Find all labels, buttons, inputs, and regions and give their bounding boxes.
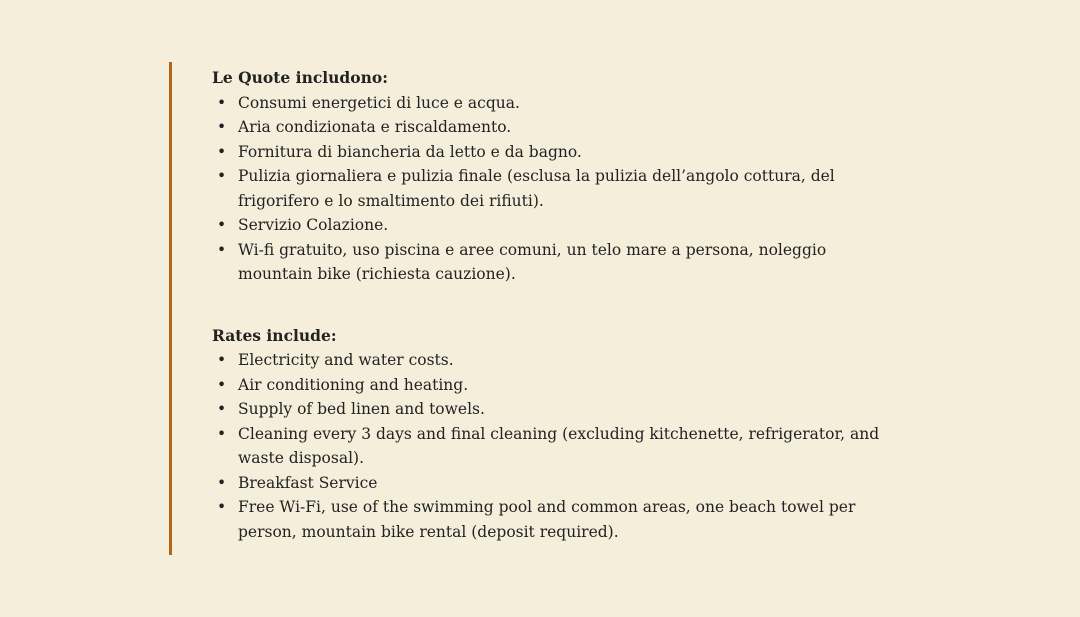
bullet-icon: • [217, 167, 227, 185]
bullet-icon: • [217, 473, 227, 492]
list-item-text: Wi-fi gratuito, uso piscina e aree comuni, un telo mare a persona, noleggio mountain bike (richiesta cauzione). [238, 240, 827, 283]
list-item [212, 422, 892, 471]
section-title-english: Rates include: [212, 325, 337, 345]
list-item [212, 213, 892, 238]
list-item [212, 115, 892, 140]
section-italian [212, 66, 892, 287]
bullet-icon: • [217, 375, 227, 394]
list-item [212, 91, 892, 116]
list-italian [212, 91, 892, 287]
list-item-text: Breakfast Service [238, 473, 378, 492]
list-item-text: Supply of bed linen and towels. [238, 400, 485, 418]
bullet-icon: • [217, 118, 227, 136]
list-item [212, 397, 892, 422]
bullet-icon: • [217, 424, 227, 443]
list-item [212, 238, 892, 287]
list-item [212, 140, 892, 165]
list-item-text: Consumi energetici di luce e acqua. [238, 93, 520, 112]
bullet-icon: • [217, 400, 227, 418]
list-item-text: Electricity and water costs. [238, 351, 454, 369]
list-item-text: Servizio Colazione. [238, 216, 389, 234]
bullet-icon: • [217, 142, 227, 161]
list-item-text: Cleaning every 3 days and final cleaning (excluding kitchenette, refrigerator, and waste disposal). [238, 424, 880, 467]
list-item [212, 471, 892, 496]
bullet-icon: • [217, 240, 227, 259]
list-item [212, 164, 892, 213]
accent-vertical-rule [169, 62, 172, 555]
list-item-text: Fornitura di biancheria da letto e da bagno. [238, 142, 582, 161]
bullet-icon: • [217, 93, 227, 112]
list-english [212, 348, 892, 544]
list-item [212, 495, 892, 544]
list-item-text: Pulizia giornaliera e pulizia finale (esclusa la pulizia dell’angolo cottura, del frigorifero e lo smaltimento dei rifiuti). [238, 167, 835, 210]
list-item [212, 373, 892, 398]
section-english [212, 324, 892, 545]
bullet-icon: • [217, 498, 227, 516]
list-item-text: Aria condizionata e riscaldamento. [238, 118, 512, 136]
rates-content [212, 66, 892, 544]
list-item-text: Air conditioning and heating. [238, 375, 469, 394]
list-item [212, 348, 892, 373]
section-title-italian: Le Quote includono: [212, 68, 388, 87]
list-item-text: Free Wi-Fi, use of the swimming pool and common areas, one beach towel per person, mountain bike rental (deposit required). [238, 498, 856, 541]
bullet-icon: • [217, 216, 227, 234]
bullet-icon: • [217, 351, 227, 369]
